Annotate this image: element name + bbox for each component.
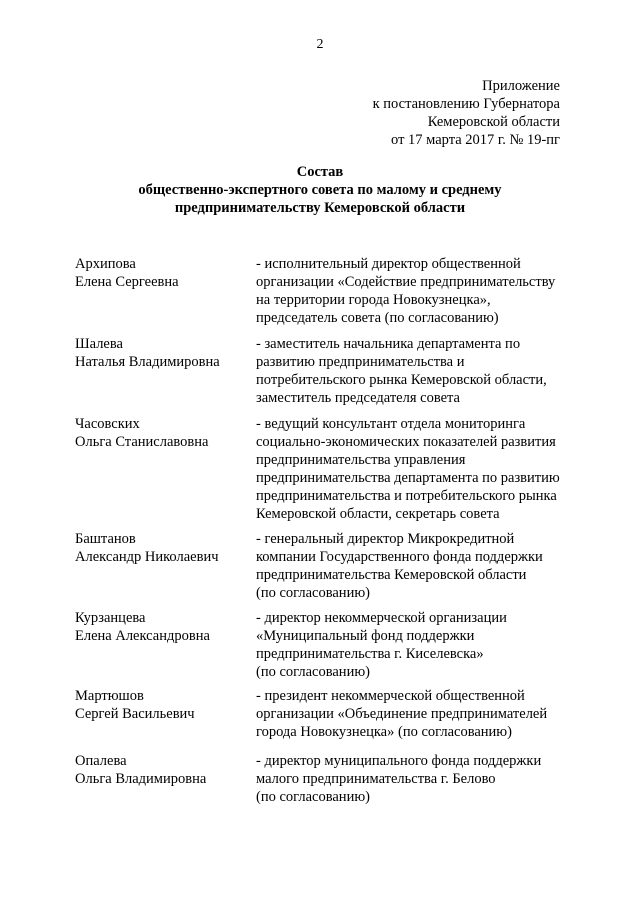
member-role (256, 335, 576, 407)
role-line: заместитель председателя совета (256, 390, 460, 406)
appendix-line: Кемеровской области (427, 114, 560, 130)
member-name (75, 687, 250, 723)
role-line: - заместитель начальника департамента по (256, 336, 521, 352)
member-role (256, 415, 576, 523)
role-line: города Новокузнецка» (по согласованию) (256, 724, 512, 740)
member-role (256, 609, 576, 681)
role-line: (по согласованию) (256, 585, 370, 601)
member-given-names: Сергей Васильевич (75, 706, 195, 722)
appendix-line: к постановлению Губернатора (372, 96, 560, 112)
member-role (256, 255, 576, 327)
role-line: предпринимательства и потребительского рынка (256, 488, 557, 504)
member-role (256, 687, 576, 741)
member-name (75, 255, 250, 291)
member-surname: Архипова (75, 256, 136, 272)
role-line: председатель совета (по согласованию) (256, 310, 499, 326)
member-surname: Баштанов (75, 531, 136, 547)
member-given-names: Ольга Станиславовна (75, 434, 209, 450)
role-line: на территории города Новокузнецка», (256, 292, 491, 308)
member-surname: Опалева (75, 753, 127, 769)
member-name (75, 609, 250, 645)
role-line: развитию предпринимательства и (256, 354, 465, 370)
role-line: - исполнительный директор общественной (256, 256, 521, 272)
role-line: предпринимательства г. Киселевска» (256, 646, 484, 662)
title-line: общественно-экспертного совета по малому и среднему (138, 182, 502, 198)
appendix-line: Приложение (482, 78, 560, 94)
role-line: социально-экономических показателей развития (256, 434, 556, 450)
role-line: малого предпринимательства г. Белово (256, 771, 496, 787)
member-given-names: Александр Николаевич (75, 549, 219, 565)
role-line: потребительского рынка Кемеровской области, (256, 372, 547, 388)
page-number: 2 (316, 37, 324, 52)
role-line: - директор некоммерческой организации (256, 610, 507, 626)
role-line: - ведущий консультант отдела мониторинга (256, 416, 526, 432)
role-line: компании Государственного фонда поддержки (256, 549, 543, 565)
role-line: - директор муниципального фонда поддержки (256, 753, 542, 769)
role-line: «Муниципальный фонд поддержки (256, 628, 475, 644)
role-line: предпринимательства управления (256, 452, 466, 468)
member-given-names: Ольга Владимировна (75, 771, 207, 787)
member-role (256, 530, 576, 602)
role-line: организации «Содействие предпринимательству (256, 274, 556, 290)
role-line: Кемеровской области, секретарь совета (256, 506, 500, 522)
document-title (0, 163, 640, 217)
role-line: (по согласованию) (256, 789, 370, 805)
role-line: предпринимательства департамента по развитию (256, 470, 560, 486)
appendix-header (300, 77, 560, 149)
member-given-names: Елена Александровна (75, 628, 210, 644)
role-line: (по согласованию) (256, 664, 370, 680)
member-given-names: Наталья Владимировна (75, 354, 220, 370)
member-surname: Мартюшов (75, 688, 144, 704)
member-name (75, 530, 250, 566)
member-name (75, 335, 250, 371)
appendix-line: от 17 марта 2017 г. № 19-пг (391, 132, 560, 148)
member-surname: Шалева (75, 336, 123, 352)
member-name (75, 752, 250, 788)
title-line: предпринимательству Кемеровской области (174, 200, 466, 216)
role-line: - президент некоммерческой общественной (256, 688, 525, 704)
member-name (75, 415, 250, 451)
member-surname: Часовских (75, 416, 140, 432)
member-role (256, 752, 576, 806)
title-line: Состав (296, 164, 344, 180)
role-line: предпринимательства Кемеровской области (256, 567, 527, 583)
member-given-names: Елена Сергеевна (75, 274, 179, 290)
role-line: организации «Объединение предпринимателей (256, 706, 548, 722)
role-line: - генеральный директор Микрокредитной (256, 531, 515, 547)
member-surname: Курзанцева (75, 610, 146, 626)
